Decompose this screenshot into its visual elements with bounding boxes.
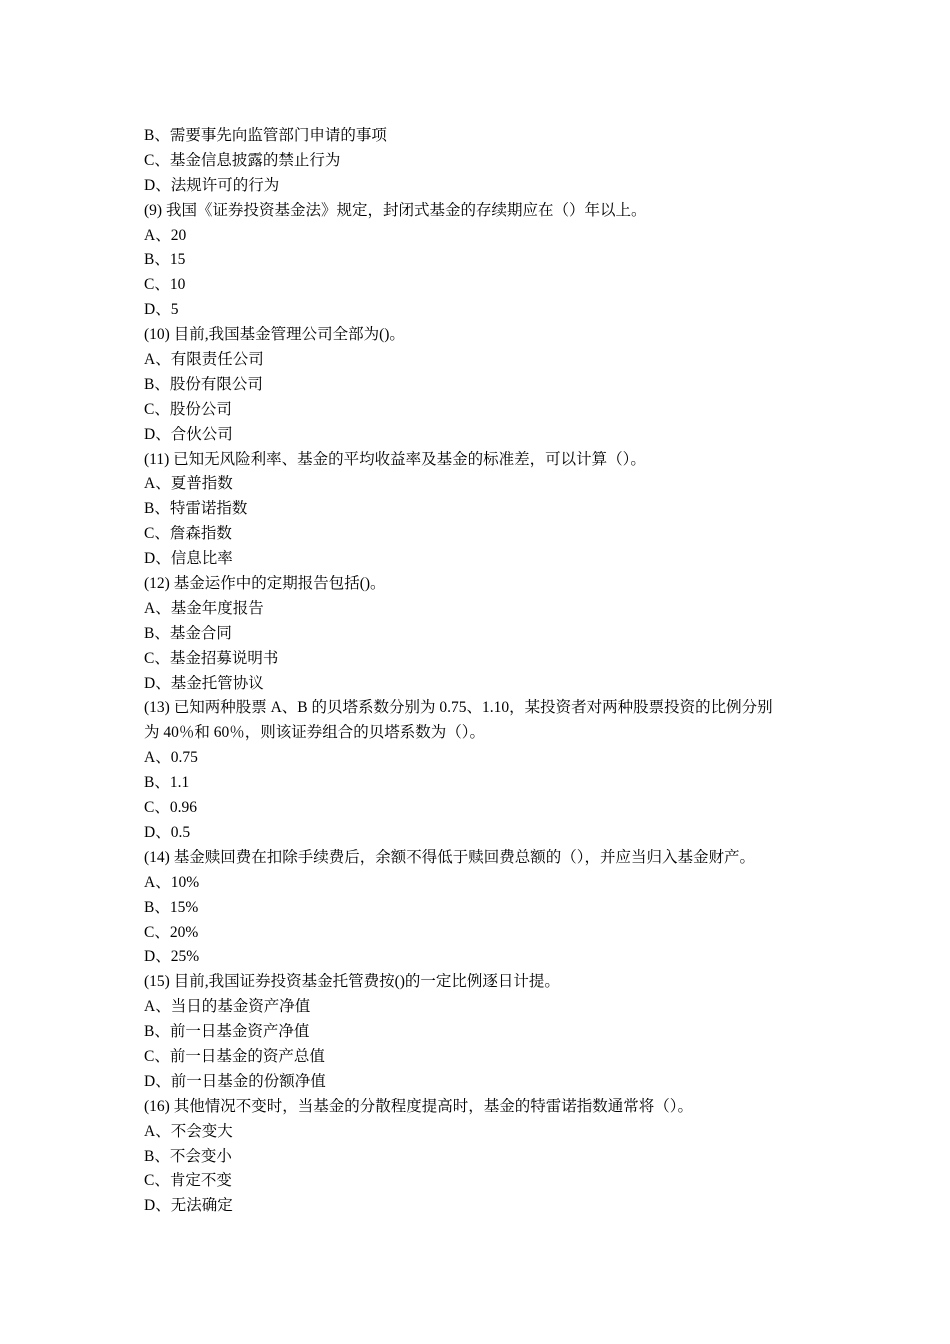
option-b-q12: B、基金合同 <box>144 624 232 642</box>
option-d-q8: D、法规许可的行为 <box>144 176 280 194</box>
option-d-q10: D、合伙公司 <box>144 425 233 443</box>
question-13-line-2: 为 40％和 60％，则该证券组合的贝塔系数为（）。 <box>144 724 486 742</box>
option-b-q8: B、需要事先向监管部门申请的事项 <box>144 127 387 144</box>
option-c-q8: C、基金信息披露的禁止行为 <box>144 151 341 169</box>
option-d-q16: D、无法确定 <box>144 1197 233 1215</box>
question-14: (14) 基金赎回费在扣除手续费后，余额不得低于赎回费总额的（），并应当归入基金财产。 <box>144 848 755 866</box>
option-d-q13: D、0.5 <box>144 823 191 841</box>
option-b-q10: B、股份有限公司 <box>144 375 263 393</box>
option-a-q13: A、0.75 <box>144 749 198 767</box>
option-a-q15: A、当日的基金资产净值 <box>144 998 311 1016</box>
option-b-q11: B、特雷诺指数 <box>144 500 248 518</box>
option-b-q13: B、1.1 <box>144 774 190 792</box>
option-d-q15: D、前一日基金的份额净值 <box>144 1072 326 1090</box>
option-b-q16: B、不会变小 <box>144 1147 232 1165</box>
option-d-q9: D、5 <box>144 301 179 319</box>
option-b-q14: B、15% <box>144 898 199 916</box>
question-13-line-1: (13) 已知两种股票 A、B 的贝塔系数分别为 0.75、1.10，某投资者对两种股票投资的比例分别 <box>144 699 773 717</box>
option-a-q9: A、20 <box>144 226 187 244</box>
option-c-q12: C、基金招募说明书 <box>144 649 279 667</box>
option-a-q12: A、基金年度报告 <box>144 599 264 617</box>
question-10: (10) 目前,我国基金管理公司全部为()。 <box>144 326 405 344</box>
question-9: (9) 我国《证券投资基金法》规定，封闭式基金的存续期应在（）年以上。 <box>144 201 647 219</box>
option-c-q13: C、0.96 <box>144 799 197 817</box>
option-c-q16: C、肯定不变 <box>144 1172 232 1190</box>
option-a-q10: A、有限责任公司 <box>144 351 264 369</box>
question-12: (12) 基金运作中的定期报告包括()。 <box>144 575 386 593</box>
option-a-q14: A、10% <box>144 873 200 891</box>
option-a-q11: A、夏普指数 <box>144 475 233 493</box>
option-a-q16: A、不会变大 <box>144 1122 233 1140</box>
option-c-q14: C、20% <box>144 923 199 941</box>
option-d-q12: D、基金托管协议 <box>144 674 264 692</box>
document-body <box>144 124 824 1219</box>
option-c-q11: C、詹森指数 <box>144 525 232 543</box>
option-b-q15: B、前一日基金资产净值 <box>144 1023 310 1041</box>
option-c-q10: C、股份公司 <box>144 400 232 418</box>
question-16: (16) 其他情况不变时，当基金的分散程度提高时，基金的特雷诺指数通常将（）。 <box>144 1097 693 1115</box>
option-c-q15: C、前一日基金的资产总值 <box>144 1047 325 1065</box>
option-d-q11: D、信息比率 <box>144 550 233 568</box>
option-c-q9: C、10 <box>144 276 186 294</box>
question-15: (15) 目前,我国证券投资基金托管费按()的一定比例逐日计提。 <box>144 973 560 991</box>
question-11: (11) 已知无风险利率、基金的平均收益率及基金的标准差，可以计算（）。 <box>144 450 646 468</box>
option-d-q14: D、25% <box>144 948 200 966</box>
option-b-q9: B、15 <box>144 251 186 269</box>
